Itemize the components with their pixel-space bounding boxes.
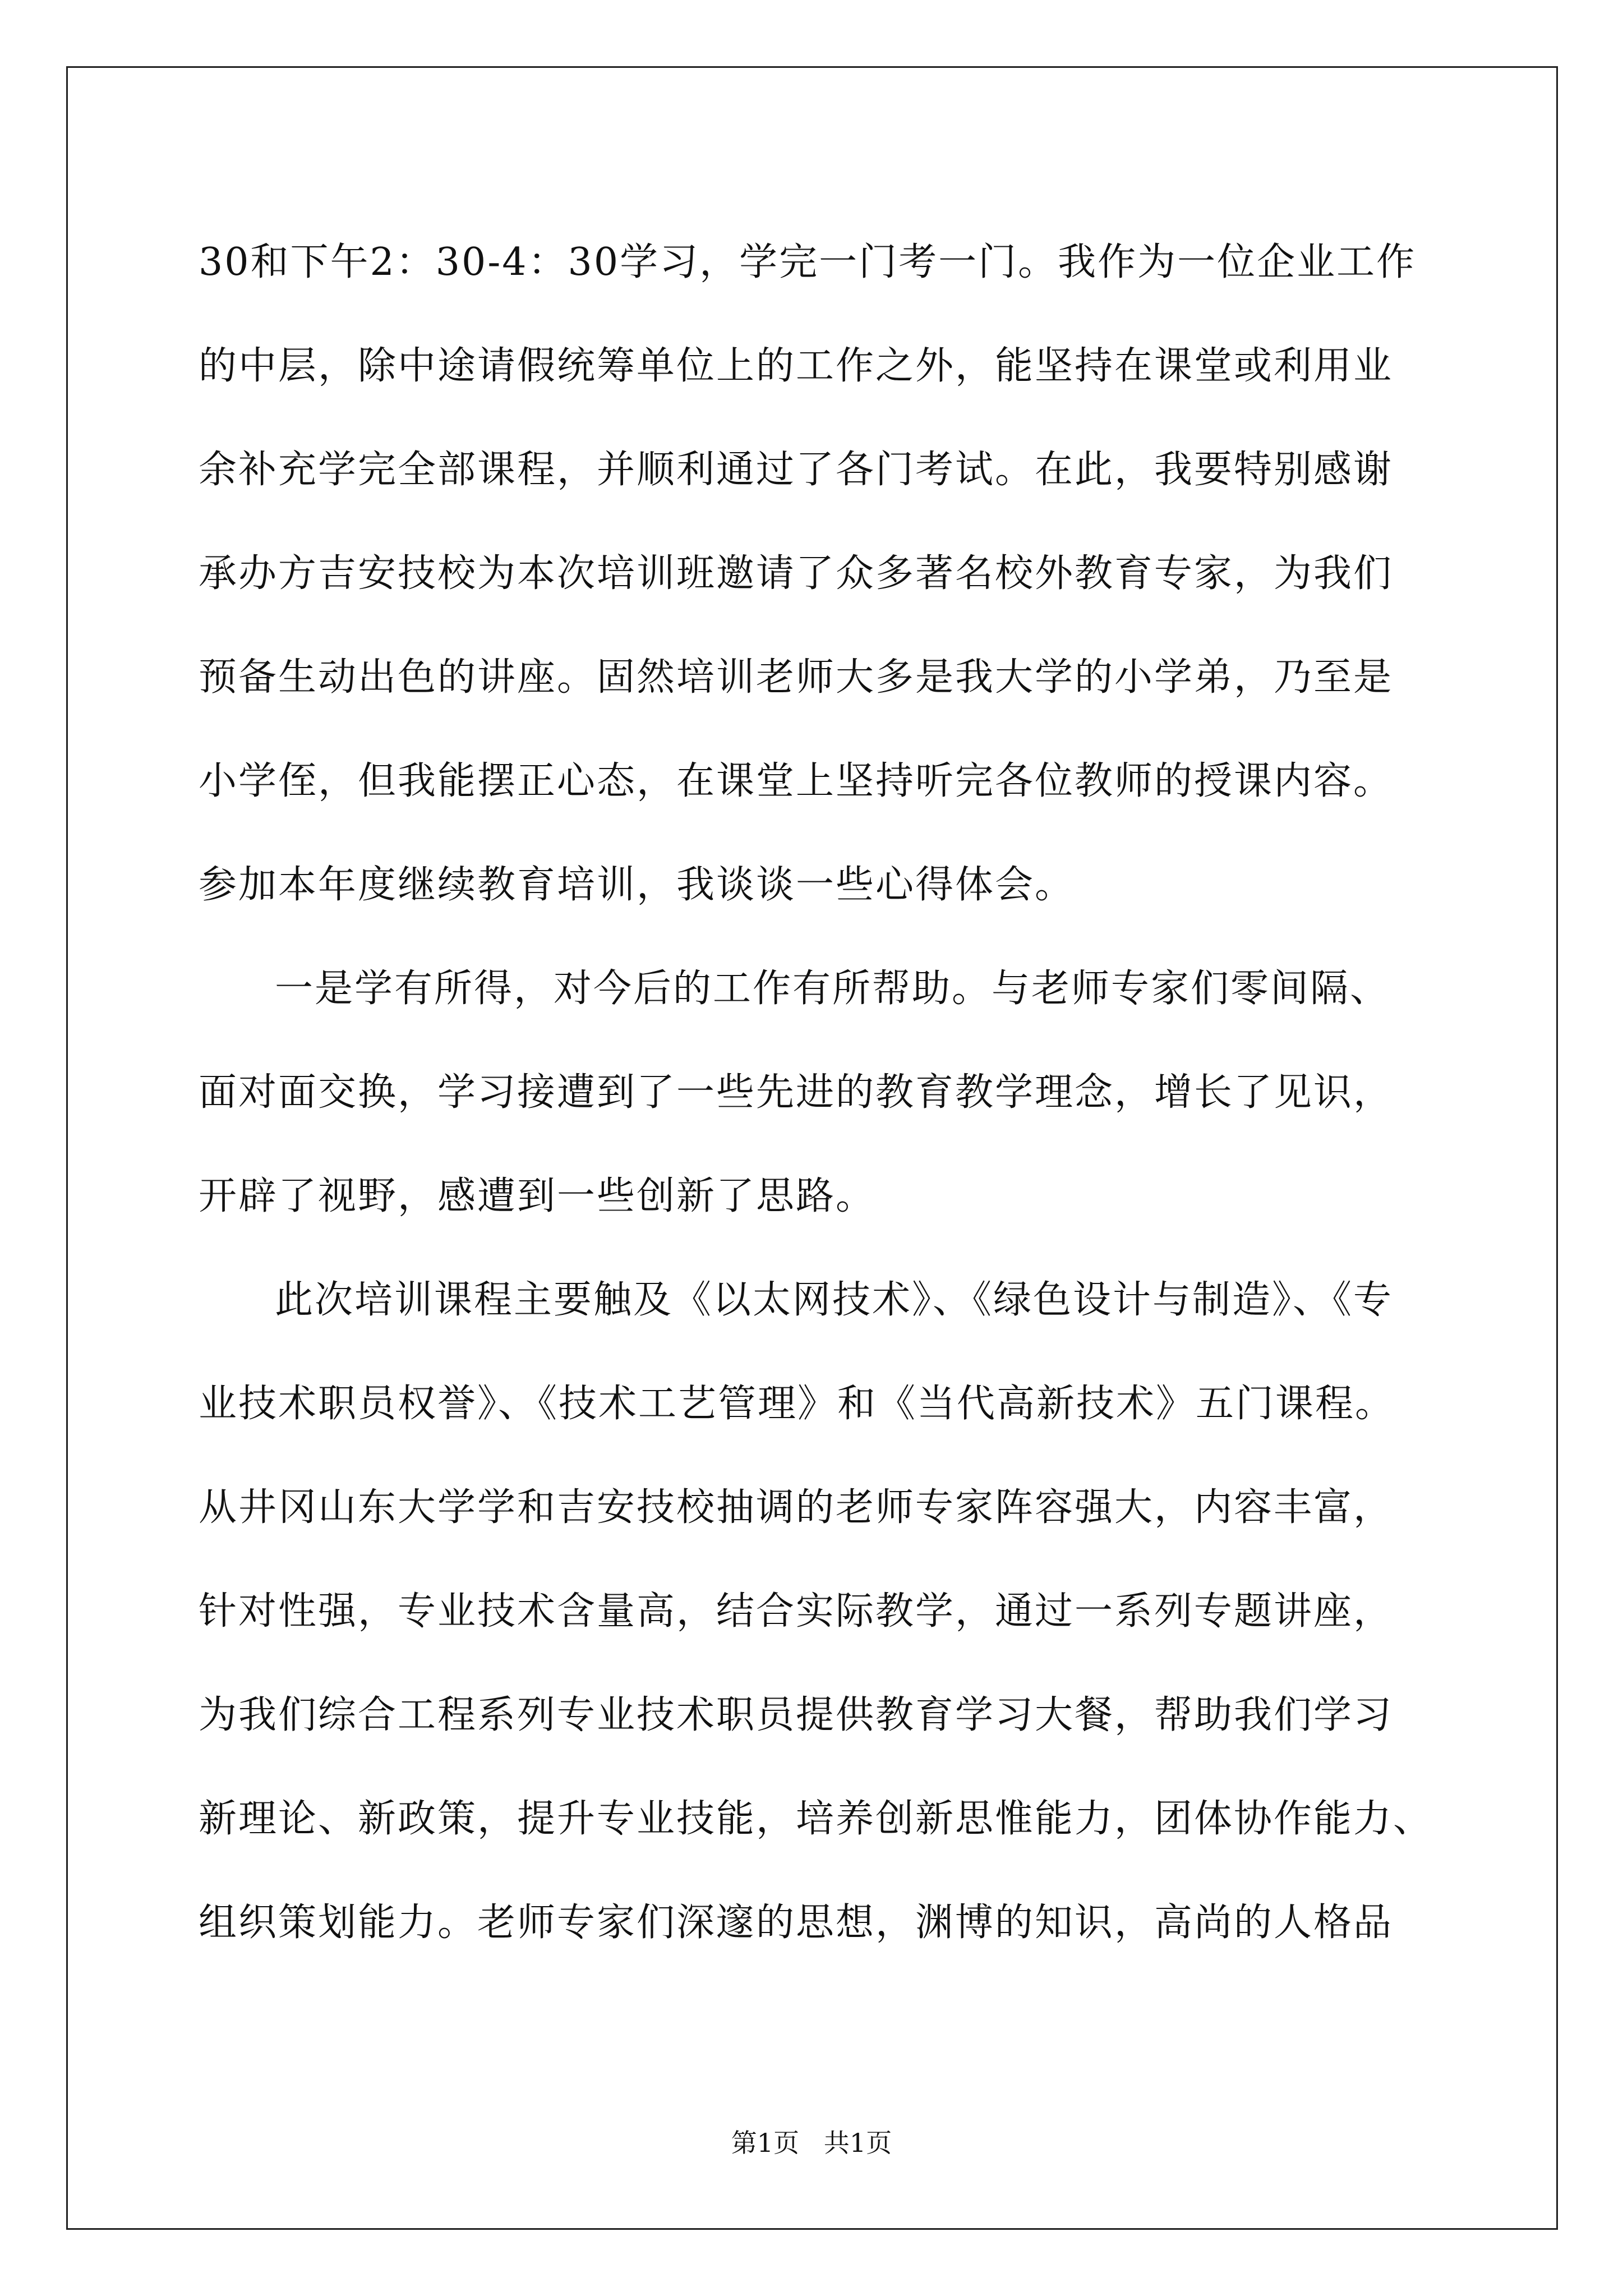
text-line: 小学侄，但我能摆正心态，在课堂上坚持听完各位教师的授课内容。 [199, 759, 1394, 803]
text-line: 针对性强，专业技术含量高，结合实际教学，通过一系列专题讲座， [199, 1589, 1394, 1634]
text-line: 的中层，除中途请假统筹单位上的工作之外，能坚持在课堂或利用业 [199, 344, 1394, 388]
text-line: 为我们综合工程系列专业技术职员提供教育学习大餐，帮助我们学习 [199, 1693, 1394, 1737]
text-line: 组织策划能力。老师专家们深邃的思想，渊博的知识，高尚的人格品 [199, 1901, 1394, 1945]
document-body [199, 210, 1432, 1975]
text-line: 承办方吉安技校为本次培训班邀请了众多著名校外教育专家，为我们 [199, 551, 1394, 596]
text-line: 30和下午2：30-4：30学习，学完一门考一门。我作为一位企业工作 [199, 240, 1417, 284]
text-line: 面对面交换，学习接遭到了一些先进的教育教学理念，增长了见识， [199, 1070, 1394, 1115]
text-line: 参加本年度继续教育培训，我谈谈一些心得体会。 [199, 863, 1075, 907]
paragraph-first-line: 一是学有所得，对今后的工作有所帮助。与老师专家们零间隔、 [275, 967, 1390, 1011]
page-number-footer: 第1页 共1页 [731, 2128, 892, 2158]
text-line: 预备生动出色的讲座。固然培训老师大多是我大学的小学弟，乃至是 [199, 655, 1394, 700]
text-line: 业技术职员权誉》、《技术工艺管理》和《当代高新技术》五门课程。 [199, 1382, 1395, 1426]
text-line: 余补充学完全部课程，并顺利通过了各门考试。在此，我要特别感谢 [199, 448, 1394, 492]
text-line: 从井冈山东大学学和吉安技校抽调的老师专家阵容强大，内容丰富， [199, 1485, 1394, 1530]
text-line: 新理论、新政策，提升专业技能，培养创新思惟能力，团体协作能力、 [199, 1797, 1433, 1841]
text-line: 开辟了视野，感遭到一些创新了思路。 [199, 1174, 876, 1218]
paragraph-first-line: 此次培训课程主要触及《以太网技术》、《绿色设计与制造》、《专 [275, 1278, 1394, 1322]
